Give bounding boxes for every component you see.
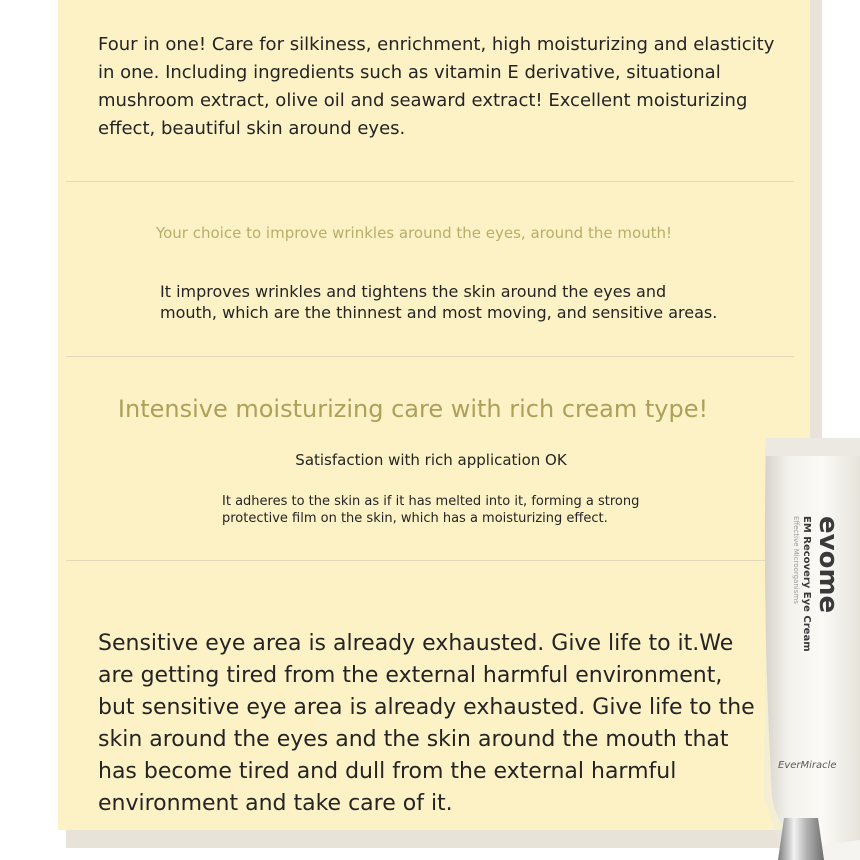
closing-paragraph: Sensitive eye area is already exhausted. Give life to it.We are getting tired from the external harmful environment, but sensitive eye area is already exhausted. Give life to the skin around the eyes and the skin around the mouth that has become tired and dull from the external harmful environment and take care of it. — [98, 631, 755, 816]
tube-tagline: Effective Microorganisms — [792, 516, 800, 604]
moisturizing-section-body: It adheres to the skin as if it has melted into it, forming a strong protective film on the skin, which has a moisturizing effect. — [222, 494, 640, 526]
section-divider — [66, 181, 794, 182]
section-divider — [66, 560, 794, 561]
moisturizing-section-subtitle: Satisfaction with rich application OK — [295, 451, 567, 469]
moisturizing-section-title: Intensive moisturizing care with rich cream type! — [117, 395, 709, 423]
section-divider — [66, 356, 794, 357]
wrinkle-section-body: It improves wrinkles and tightens the skin around the eyes and mouth, which are the thinnest and most moving, and sensitive areas. — [160, 282, 718, 322]
wrinkle-section-title: Your choice to improve wrinkles around the eyes, around the mouth! — [155, 224, 673, 242]
intro-paragraph: Four in one! Care for silkiness, enrichment, high moisturizing and elasticity in one. Including ingredients such as vitamin E derivative, situational mushroom extract, olive oil and seaward extract! Excellent moisturizing effect, beautiful skin around eyes. — [98, 34, 775, 139]
tube-maker: EverMiracle — [778, 760, 837, 771]
eye-cream-tube-icon — [754, 436, 860, 860]
tube-product-name: EM Recovery Eye Cream — [801, 516, 812, 652]
tube-brand-text: evome — [813, 516, 843, 614]
